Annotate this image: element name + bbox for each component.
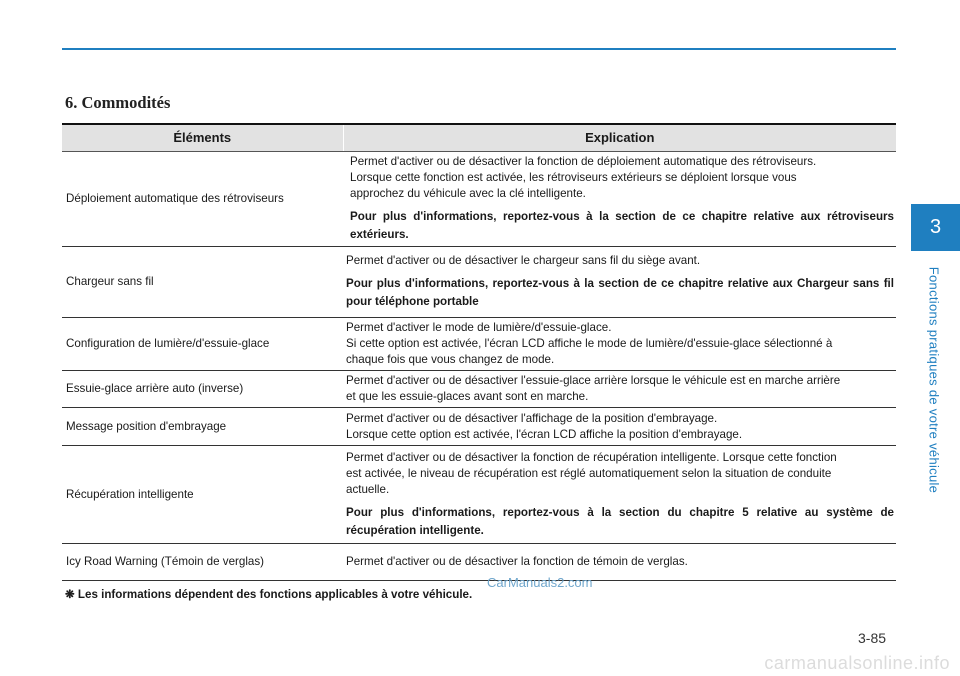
explanation-line: Lorsque cette fonction est activée, les rétroviseurs extérieurs se déploient lorsque vous [350, 171, 797, 184]
explanation-cell [343, 446, 896, 544]
table-row [62, 408, 896, 446]
table-row [62, 152, 896, 247]
watermark-bottom: carmanualsonline.info [764, 653, 950, 673]
element-cell: Déploiement automatique des rétroviseurs [62, 152, 343, 247]
chapter-label: Fonctions pratiques de votre véhicule [926, 266, 942, 494]
section-title: 6. Commodités [65, 93, 171, 112]
explanation-line: Permet d'activer ou de désactiver la fonction de témoin de verglas. [346, 555, 688, 568]
explanation-line: Permet d'activer ou de désactiver la fonction de déploiement automatique des rétroviseurs. [350, 155, 817, 168]
element-cell: Essuie-glace arrière auto (inverse) [62, 371, 343, 408]
element-cell: Récupération intelligente [62, 446, 343, 544]
explanation-line: Permet d'activer le mode de lumière/d'essuie-glace. [346, 321, 612, 334]
reference-note: Pour plus d'informations, reportez-vous à la section de ce chapitre relative aux rétroviseurs extérieurs. [350, 210, 894, 241]
reference-note: Pour plus d'informations, reportez-vous à la section de ce chapitre relative aux Chargeur sans fil pour téléphone portable [346, 277, 894, 308]
element-cell: Message position d'embrayage [62, 408, 343, 446]
table-row [62, 371, 896, 408]
page-number: 3-85 [858, 630, 887, 646]
watermark-text: CarManuals2.com [487, 575, 593, 590]
footnote: ❋ Les informations dépendent des fonctions applicables à votre véhicule. [65, 588, 473, 601]
header-explanation: Explication [343, 124, 896, 152]
explanation-line: et que les essuie-glaces avant sont en marche. [346, 390, 589, 403]
explanation-line: Si cette option est activée, l'écran LCD affiche le mode de lumière/d'essuie-glace sélectionné à [346, 337, 833, 350]
explanation-line: Permet d'activer ou de désactiver le chargeur sans fil du siège avant. [346, 254, 701, 267]
table-header-row [62, 124, 896, 152]
explanation-line: Lorsque cette option est activée, l'écran LCD affiche la position d'embrayage. [346, 427, 743, 441]
reference-note: Pour plus d'informations, reportez-vous à la section du chapitre 5 relative au système de récupération intelligente. [346, 505, 894, 537]
explanation-line: actuelle. [346, 482, 390, 496]
element-cell: Icy Road Warning (Témoin de verglas) [62, 544, 343, 581]
table-row [62, 318, 896, 371]
explanation-cell [343, 152, 896, 247]
explanation-line: approchez du véhicule avec la clé intelligente. [350, 187, 586, 200]
explanation-cell [343, 318, 896, 371]
element-cell: Configuration de lumière/d'essuie-glace [62, 318, 343, 371]
header-elements: Éléments [62, 124, 343, 152]
explanation-line: Permet d'activer ou de désactiver la fonction de récupération intelligente. Lorsque cette fonction [346, 450, 837, 464]
table-row [62, 446, 896, 544]
explanation-line: Permet d'activer ou de désactiver l'affichage de la position d'embrayage. [346, 411, 718, 425]
explanation-line: est activée, le niveau de récupération est réglé automatiquement selon la situation de conduite [346, 466, 832, 480]
element-cell: Chargeur sans fil [62, 247, 343, 318]
features-table [62, 123, 896, 581]
table-row [62, 247, 896, 318]
explanation-line: Permet d'activer ou de désactiver l'essuie-glace arrière lorsque le véhicule est en marche arrière [346, 374, 841, 387]
explanation-cell [343, 371, 896, 408]
explanation-cell [343, 247, 896, 318]
top-rule [62, 48, 896, 50]
explanation-cell [343, 544, 896, 581]
chapter-number: 3 [929, 216, 942, 238]
explanation-line: chaque fois que vous changez de mode. [346, 353, 555, 366]
chapter-tab [911, 204, 960, 251]
table-row [62, 544, 896, 581]
explanation-cell [343, 408, 896, 446]
